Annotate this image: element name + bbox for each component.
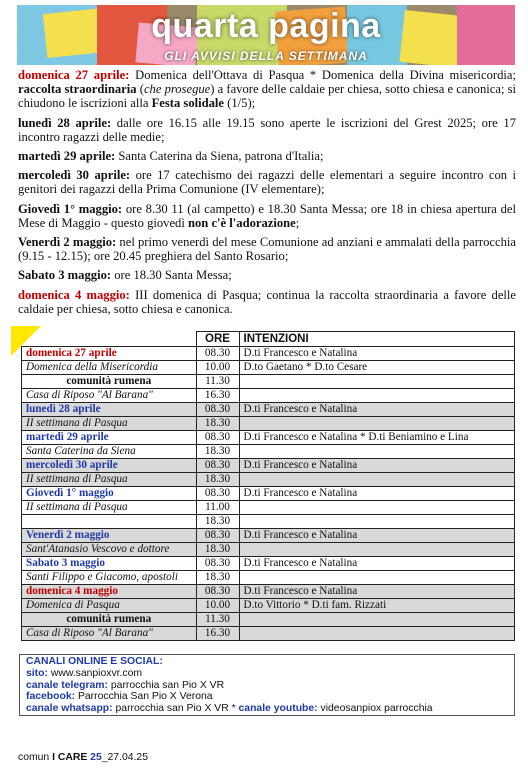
website-link[interactable]: www.sanpioxvr.com [47,667,143,679]
notices [18,68,516,321]
header-banner [17,5,515,65]
table-row: Domenica della Misericordia 10.00 D.to Gaetano * D.to Cesare [22,361,515,375]
table-row: II settimana di Pasqua 18.30 [22,417,515,431]
whatsapp-youtube-line: canale whatsapp: parrocchia san Pio X VR * canale youtube: videosanpiox parrocchia [26,703,433,715]
column-header-ore: ORE [196,332,239,347]
social-heading: CANALI ONLINE E SOCIAL: [26,656,163,667]
telegram-line: canale telegram: parrocchia san Pio X VR [26,679,225,691]
table-row: Domenica di Pasqua 10.00 D.to Vittorio * D.ti fam. Rizzati [22,599,515,613]
notice-item: lunedì 28 aprile: dalle ore 16.15 alle 19.15 sono aperte le iscrizioni del Grest 2025; ore 17 incontro ragazzi delle medie; [18,115,516,144]
notice-day: domenica 27 aprile: [18,68,130,82]
table-row: martedì 29 aprile 08.30 D.ti Francesco e Natalina * D.ti Beniamino e Lina [22,431,515,445]
notice-item: domenica 4 maggio: III domenica di Pasqua; continua la raccolta straordinaria a favore delle caldaie per chiesa, sotto chiesa e canonica. [18,287,516,316]
table-row: Sabato 3 maggio 08.30 D.ti Francesco e Natalina [22,557,515,571]
table-row: Casa di Riposo "Al Barana" 16.30 [22,389,515,403]
table-row: Sant'Atanasio Vescovo e dottore 18.30 [22,543,515,557]
table-row: comunità rumena 11.30 [22,375,515,389]
youtube-link[interactable]: videosanpiox parrocchia [317,703,433,715]
website-line: sito: www.sanpioxvr.com [26,667,143,679]
table-row: Venerdì 2 maggio 08.30 D.ti Francesco e Natalina [22,529,515,543]
table-header-row [22,332,515,347]
notice-day: mercoledì 30 aprile: [18,168,131,183]
table-row: mercoledì 30 aprile 08.30 D.ti Francesco e Natalina [22,459,515,473]
table-row: comunità rumena 11.30 [22,613,515,627]
table-row: domenica 27 aprile 08.30 D.ti Francesco e Natalina [22,347,515,361]
column-header-intenzioni: INTENZIONI [239,332,515,347]
notice-day: Sabato 3 maggio: [18,268,112,283]
table-row: II settimana di Pasqua 18.30 [22,473,515,487]
whatsapp-link[interactable]: parrocchia san Pio X VR * [112,703,239,715]
table-row: domenica 4 maggio 08.30 D.ti Francesco e Natalina [22,585,515,599]
notice-day: Giovedì 1° maggio: [18,201,123,216]
mass-schedule-table [21,331,515,641]
notice-day: Venerdì 2 maggio: [18,235,117,250]
notice-item: martedì 29 aprile: Santa Caterina da Siena, patrona d'Italia; [18,149,324,164]
notice-item: domenica 27 aprile: Domenica dell'Ottava di Pasqua * Domenica della Divina misericordia; raccolta straordinaria (che prosegue) a favore delle caldaie per chiesa, sotto chiesa e canonica; si chiudono le iscrizioni alla Festa solidale (1/5); [18,68,516,111]
social-channels-box [19,654,515,716]
notice-item: mercoledì 30 aprile: ore 17 catechismo dei ragazzi delle elementari a seguire incontro con i genitori dei ragazzi della Prima Comunione (IV elementare); [18,168,517,197]
notice-day: domenica 4 maggio: [18,287,130,302]
table-row: Casa di Riposo "Al Barana" 16.30 [22,627,515,641]
notice-item: Venerdì 2 maggio: nel primo venerdì del mese Comunione ad anziani e ammalati della parrocchia (9.15 - 12.15); ore 20.45 preghiera del Santo Rosario; [18,235,516,264]
table-row: Giovedì 1° maggio 08.30 D.ti Francesco e Natalina [22,487,515,501]
facebook-link[interactable]: Parrocchia San Pio X Verona [75,691,213,703]
page-title: quarta pagina [151,7,381,45]
notice-item: Giovedì 1° maggio: ore 8.30 11 (al campetto) e 18.30 Santa Messa; ore 18 in chiesa apertura del Mese di Maggio - questo giovedì non c'è l'adorazione; [18,201,517,230]
table-row: 18.30 [22,515,515,529]
telegram-link[interactable]: parrocchia san Pio X VR [108,679,225,691]
table-row: lunedì 28 aprile 08.30 D.ti Francesco e Natalina [22,403,515,417]
notice-item: Sabato 3 maggio: ore 18.30 Santa Messa; [18,268,232,283]
footer: comun I CARE 25_27.04.25 [18,752,148,763]
notice-day: martedì 29 aprile: [18,149,116,164]
notice-day: lunedì 28 aprile: [18,115,112,130]
page-subtitle: GLI AVVISI DELLA SETTIMANA [164,49,368,63]
facebook-line: facebook: Parrocchia San Pio X Verona [26,691,213,703]
table-row: Santi Filippo e Giacomo, apostoli 18.30 [22,571,515,585]
table-row: Santa Caterina da Siena 18.30 [22,445,515,459]
table-row: II settimana di Pasqua 11.00 [22,501,515,515]
